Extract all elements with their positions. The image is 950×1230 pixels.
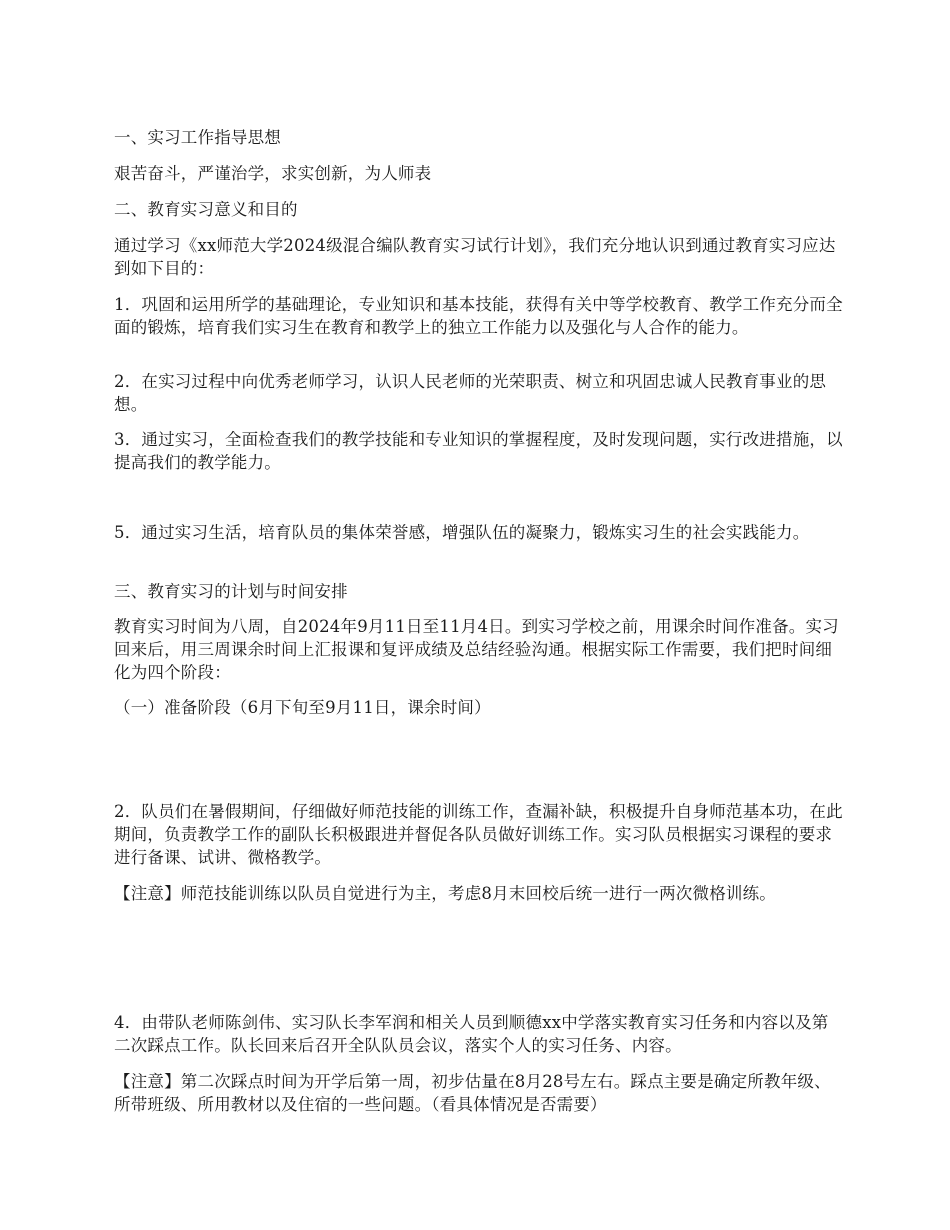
- heading-preparation-stage: （一）准备阶段（6月下旬至9月11日，课余时间）: [114, 698, 491, 717]
- paragraph-item-1: 1．巩固和运用所学的基础理论，专业知识和基本技能，获得有关中等学校教育、教学工作充分而全面的锻炼，培育我们实习生在教育和教学上的独立工作能力以及强化与人合作的能力。: [114, 295, 843, 337]
- paragraph-schedule-overview: 教育实习时间为八周，自2024年9月11日至11月4日。到实习学校之前，用课余时间作准备。实习回来后，用三周课余时间上汇报课和复评成绩及总结经验沟通。根据实际工作需要，我们把时间细化为四个阶段：: [114, 617, 839, 682]
- paragraph-step-4: 4．由带队老师陈剑伟、实习队长李军润和相关人员到顺德xx中学落实教育实习任务和内容以及第二次踩点工作。队长回来后召开全队队员会议，落实个人的实习任务、内容。: [114, 1013, 829, 1055]
- heading-plan-schedule: 三、教育实习的计划与时间安排: [114, 582, 348, 601]
- paragraph-note-training: 【注意】师范技能训练以队员自觉进行为主，考虑8月末回校后统一进行一两次微格训练。: [114, 884, 776, 903]
- paragraph-note-site-visit: 【注意】第二次踩点时间为开学后第一周，初步估量在8月28号左右。踩点主要是确定所教年级、所带班级、所用教材以及住宿的一些问题。（看具体情况是否需要）: [114, 1072, 831, 1114]
- paragraph-item-3: 3．通过实习，全面检查我们的教学技能和专业知识的掌握程度，及时发现问题，实行改进措施，以提高我们的教学能力。: [114, 430, 843, 472]
- heading-guiding-ideology: 一、实习工作指导思想: [114, 128, 281, 147]
- paragraph-item-5: 5．通过实习生活，培育队员的集体荣誉感，增强队伍的凝聚力，锻炼实习生的社会实践能力。: [114, 523, 810, 542]
- paragraph-purpose-intro: 通过学习《xx师范大学2024级混合编队教育实习试行计划》，我们充分地认识到通过教育实习应达到如下目的：: [114, 236, 836, 278]
- paragraph-item-2: 2．在实习过程中向优秀老师学习，认识人民老师的光荣职责、树立和巩固忠诚人民教育事业的思想。: [114, 372, 827, 414]
- paragraph-step-2: 2．队员们在暑假期间，仔细做好师范技能的训练工作，查漏补缺，积极提升自身师范基本功，在此期间，负责教学工作的副队长积极跟进并督促各队员做好训练工作。实习队员根据实习课程的要求进行备课、试讲、微格教学。: [114, 802, 843, 867]
- paragraph-motto: 艰苦奋斗，严谨治学，求实创新，为人师表: [114, 164, 432, 183]
- heading-significance-purpose: 二、教育实习意义和目的: [114, 200, 298, 219]
